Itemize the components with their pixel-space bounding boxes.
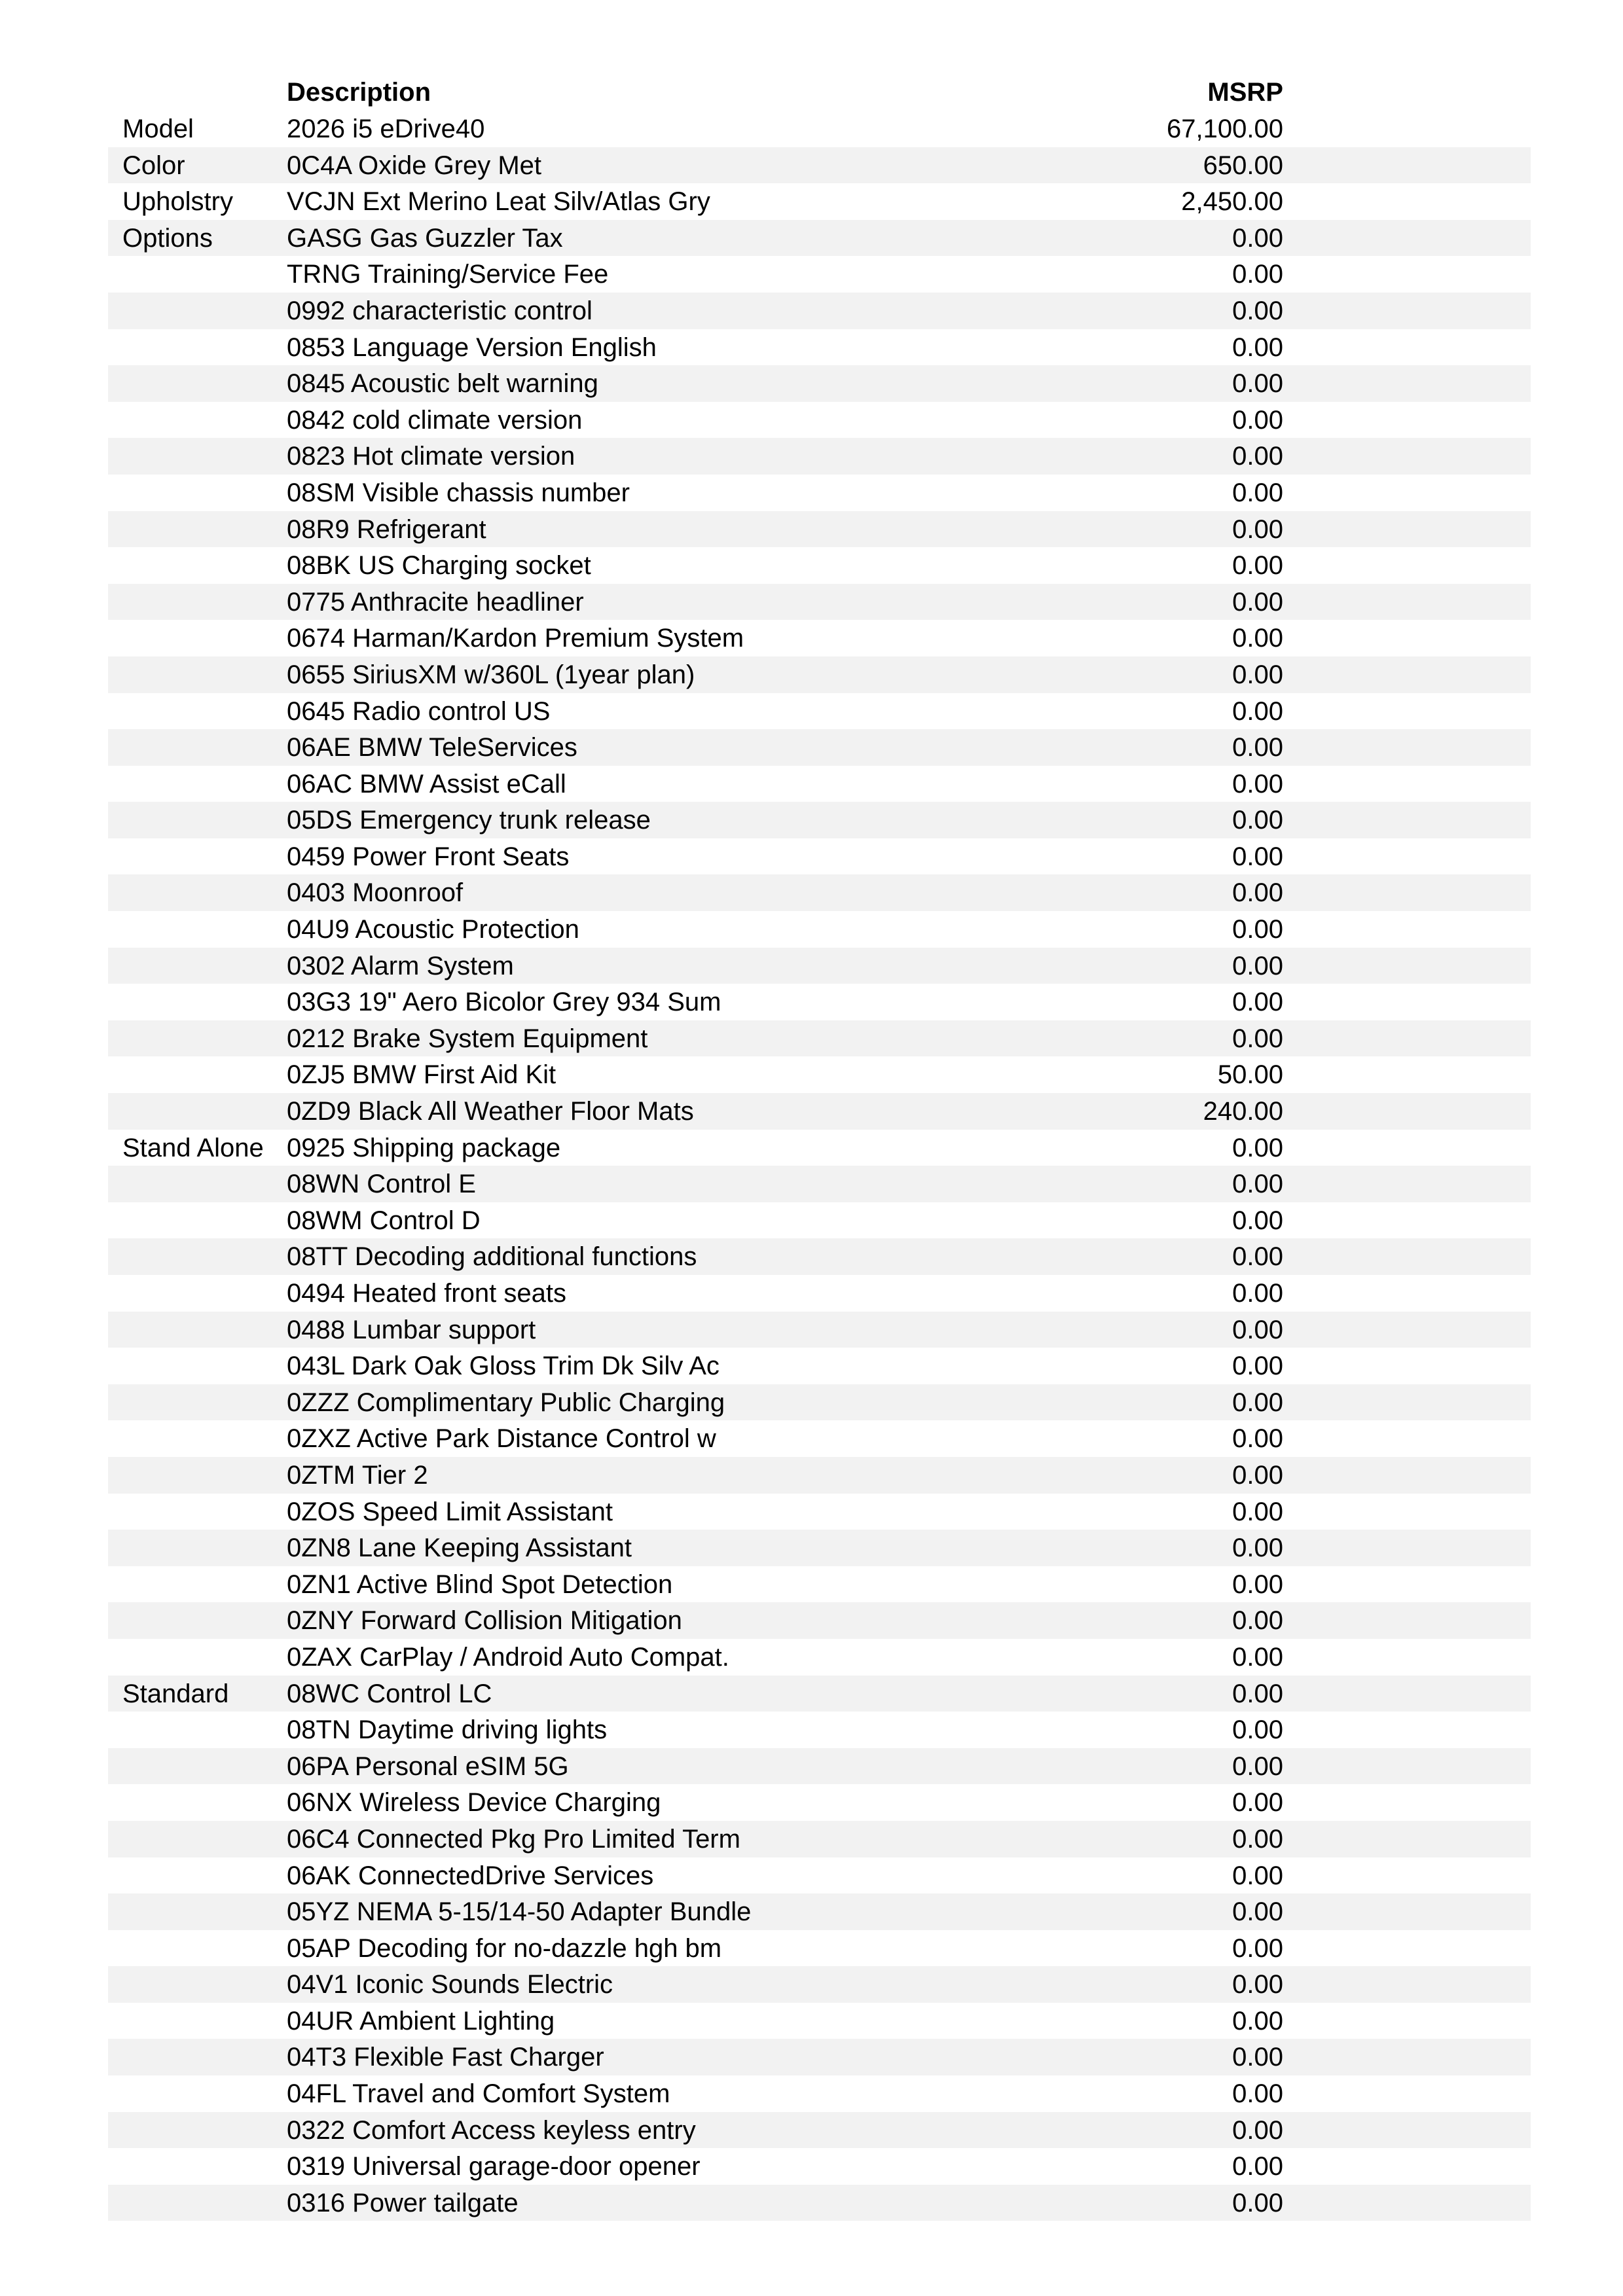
row-msrp: 0.00 bbox=[1232, 1824, 1283, 1854]
table-row bbox=[108, 2003, 1531, 2039]
table-row bbox=[108, 293, 1531, 329]
table-row bbox=[108, 2185, 1531, 2221]
msrp-column-header: MSRP bbox=[1207, 78, 1283, 107]
table-row bbox=[108, 874, 1531, 911]
row-description: 0845 Acoustic belt warning bbox=[287, 369, 598, 399]
row-description: 2026 i5 eDrive40 bbox=[287, 115, 485, 143]
table-row bbox=[108, 656, 1531, 693]
table-row bbox=[108, 111, 1531, 147]
row-msrp: 0.00 bbox=[1232, 1315, 1283, 1344]
table-row bbox=[108, 802, 1531, 838]
row-msrp: 0.00 bbox=[1232, 842, 1283, 871]
row-description: 08R9 Refrigerant bbox=[287, 514, 486, 544]
table-row bbox=[108, 2039, 1531, 2075]
row-description: 06PA Personal eSIM 5G bbox=[287, 1751, 569, 1781]
table-row bbox=[108, 948, 1531, 984]
row-msrp: 0.00 bbox=[1232, 1861, 1283, 1890]
table-row bbox=[108, 1748, 1531, 1785]
row-description: 04FL Travel and Comfort System bbox=[287, 2079, 670, 2109]
row-description: TRNG Training/Service Fee bbox=[287, 260, 609, 289]
table-row bbox=[108, 256, 1531, 293]
row-description: 0853 Language Version English bbox=[287, 332, 657, 362]
table-row bbox=[108, 1494, 1531, 1530]
row-description: VCJN Ext Merino Leat Silv/Atlas Gry bbox=[287, 187, 710, 217]
row-description: 0ZN8 Lane Keeping Assistant bbox=[287, 1534, 632, 1563]
row-description: 08BK US Charging socket bbox=[287, 551, 591, 581]
row-description: 05DS Emergency trunk release bbox=[287, 806, 651, 835]
row-msrp: 0.00 bbox=[1232, 951, 1283, 980]
row-description: 08WN Control E bbox=[287, 1170, 476, 1199]
row-category: Stand Alone bbox=[122, 1133, 264, 1162]
row-description: 0645 Radio control US bbox=[287, 696, 551, 726]
row-msrp: 240.00 bbox=[1203, 1097, 1283, 1126]
row-description: 0ZNY Forward Collision Mitigation bbox=[287, 1606, 682, 1636]
row-description: 0ZTM Tier 2 bbox=[287, 1460, 428, 1490]
row-description: 0655 SiriusXM w/360L (1year plan) bbox=[287, 660, 695, 689]
row-msrp: 0.00 bbox=[1232, 442, 1283, 471]
row-msrp: 0.00 bbox=[1232, 1424, 1283, 1454]
table-row bbox=[108, 2148, 1531, 2185]
table-row bbox=[108, 511, 1531, 548]
row-description: 08WC Control LC bbox=[287, 1679, 492, 1708]
table-row bbox=[108, 220, 1531, 257]
row-msrp: 0.00 bbox=[1232, 1679, 1283, 1708]
row-description: 06NX Wireless Device Charging bbox=[287, 1788, 661, 1818]
table-row bbox=[108, 729, 1531, 766]
table-row bbox=[108, 1712, 1531, 1748]
row-category: Color bbox=[122, 151, 185, 180]
row-description: 0403 Moonroof bbox=[287, 878, 464, 908]
table-row bbox=[108, 1676, 1531, 1712]
table-row bbox=[108, 984, 1531, 1020]
table-row bbox=[108, 183, 1531, 220]
table-row bbox=[108, 365, 1531, 402]
table-row bbox=[108, 1893, 1531, 1930]
table-header bbox=[108, 74, 1531, 111]
table-row bbox=[108, 1530, 1531, 1566]
row-msrp: 0.00 bbox=[1232, 1788, 1283, 1818]
row-description: 04T3 Flexible Fast Charger bbox=[287, 2043, 604, 2072]
row-msrp: 0.00 bbox=[1232, 696, 1283, 726]
row-msrp: 0.00 bbox=[1232, 733, 1283, 762]
table-row bbox=[108, 1602, 1531, 1639]
row-description: 0925 Shipping package bbox=[287, 1133, 561, 1162]
row-description: GASG Gas Guzzler Tax bbox=[287, 223, 563, 253]
row-msrp: 0.00 bbox=[1232, 223, 1283, 253]
row-msrp: 0.00 bbox=[1232, 551, 1283, 581]
row-msrp: 0.00 bbox=[1232, 806, 1283, 835]
table-row bbox=[108, 584, 1531, 620]
table-row bbox=[108, 1566, 1531, 1603]
row-msrp: 0.00 bbox=[1232, 1170, 1283, 1199]
row-description: 0ZN1 Active Blind Spot Detection bbox=[287, 1570, 673, 1599]
row-description: 0842 cold climate version bbox=[287, 405, 583, 435]
row-msrp: 0.00 bbox=[1232, 915, 1283, 944]
row-description: 0ZD9 Black All Weather Floor Mats bbox=[287, 1097, 694, 1126]
row-description: 0ZAX CarPlay / Android Auto Compat. bbox=[287, 1642, 729, 1672]
row-description: 08TN Daytime driving lights bbox=[287, 1715, 608, 1745]
row-description: 0302 Alarm System bbox=[287, 951, 514, 980]
row-description: 0775 Anthracite headliner bbox=[287, 587, 584, 617]
table-row bbox=[108, 1420, 1531, 1457]
table-row bbox=[108, 547, 1531, 584]
row-msrp: 0.00 bbox=[1232, 769, 1283, 798]
row-category: Standard bbox=[122, 1679, 229, 1708]
row-msrp: 0.00 bbox=[1232, 1970, 1283, 2000]
row-msrp: 0.00 bbox=[1232, 660, 1283, 689]
table-row bbox=[108, 1130, 1531, 1166]
row-description: 0ZOS Speed Limit Assistant bbox=[287, 1497, 613, 1526]
row-msrp: 0.00 bbox=[1232, 587, 1283, 617]
row-description: 04U9 Acoustic Protection bbox=[287, 915, 579, 944]
row-description: 043L Dark Oak Gloss Trim Dk Silv Ac bbox=[287, 1352, 720, 1381]
row-msrp: 0.00 bbox=[1232, 1570, 1283, 1599]
table-body bbox=[108, 111, 1531, 2221]
row-msrp: 0.00 bbox=[1232, 1897, 1283, 1927]
table-row bbox=[108, 766, 1531, 802]
row-description: 06AC BMW Assist eCall bbox=[287, 769, 566, 798]
table-row bbox=[108, 1238, 1531, 1275]
row-description: 0488 Lumbar support bbox=[287, 1315, 536, 1344]
table-row bbox=[108, 1639, 1531, 1676]
row-msrp: 0.00 bbox=[1232, 1388, 1283, 1417]
table-row bbox=[108, 693, 1531, 730]
row-description: 0992 characteristic control bbox=[287, 296, 593, 325]
table-row bbox=[108, 1275, 1531, 1312]
table-row bbox=[108, 1930, 1531, 1967]
row-msrp: 0.00 bbox=[1232, 878, 1283, 908]
row-msrp: 50.00 bbox=[1217, 1060, 1283, 1090]
row-description: 0674 Harman/Kardon Premium System bbox=[287, 624, 744, 653]
table-row bbox=[108, 1348, 1531, 1384]
row-msrp: 0.00 bbox=[1232, 2188, 1283, 2217]
table-row bbox=[108, 1056, 1531, 1093]
row-msrp: 0.00 bbox=[1232, 332, 1283, 362]
row-msrp: 0.00 bbox=[1232, 260, 1283, 289]
table-row bbox=[108, 1202, 1531, 1239]
row-description: 0459 Power Front Seats bbox=[287, 842, 570, 871]
row-msrp: 67,100.00 bbox=[1167, 115, 1283, 143]
row-msrp: 0.00 bbox=[1232, 624, 1283, 653]
table-row bbox=[108, 911, 1531, 948]
row-msrp: 650.00 bbox=[1203, 151, 1283, 180]
row-description: 08TT Decoding additional functions bbox=[287, 1242, 697, 1272]
description-column-header: Description bbox=[287, 78, 431, 107]
row-category: Upholstry bbox=[122, 187, 233, 217]
table-row bbox=[108, 838, 1531, 875]
row-msrp: 0.00 bbox=[1232, 1606, 1283, 1636]
table-row bbox=[108, 1821, 1531, 1857]
row-msrp: 0.00 bbox=[1232, 2152, 1283, 2181]
row-category: Options bbox=[122, 223, 213, 253]
row-msrp: 0.00 bbox=[1232, 369, 1283, 399]
row-msrp: 0.00 bbox=[1232, 1133, 1283, 1162]
table-row bbox=[108, 402, 1531, 439]
row-msrp: 0.00 bbox=[1232, 478, 1283, 507]
row-msrp: 0.00 bbox=[1232, 1206, 1283, 1235]
row-msrp: 0.00 bbox=[1232, 1642, 1283, 1672]
row-description: 0319 Universal garage-door opener bbox=[287, 2152, 701, 2181]
row-description: 0322 Comfort Access keyless entry bbox=[287, 2115, 696, 2145]
row-msrp: 0.00 bbox=[1232, 2006, 1283, 2036]
row-category: Model bbox=[122, 115, 194, 143]
row-msrp: 0.00 bbox=[1232, 1460, 1283, 1490]
table-row bbox=[108, 1457, 1531, 1494]
row-description: 0494 Heated front seats bbox=[287, 1279, 566, 1308]
table-row bbox=[108, 329, 1531, 366]
row-description: 04UR Ambient Lighting bbox=[287, 2006, 555, 2036]
row-description: 08SM Visible chassis number bbox=[287, 478, 630, 507]
row-msrp: 0.00 bbox=[1232, 1715, 1283, 1745]
row-description: 08WM Control D bbox=[287, 1206, 481, 1235]
table-row bbox=[108, 1784, 1531, 1821]
row-msrp: 0.00 bbox=[1232, 514, 1283, 544]
row-msrp: 0.00 bbox=[1232, 2043, 1283, 2072]
row-msrp: 0.00 bbox=[1232, 2115, 1283, 2145]
row-msrp: 0.00 bbox=[1232, 1242, 1283, 1272]
row-msrp: 0.00 bbox=[1232, 988, 1283, 1017]
row-msrp: 0.00 bbox=[1232, 2079, 1283, 2109]
table-row bbox=[108, 2075, 1531, 2112]
row-description: 0ZZZ Complimentary Public Charging bbox=[287, 1388, 725, 1417]
row-msrp: 0.00 bbox=[1232, 1279, 1283, 1308]
row-msrp: 0.00 bbox=[1232, 1534, 1283, 1563]
row-description: 0316 Power tailgate bbox=[287, 2188, 519, 2217]
row-description: 05AP Decoding for no-dazzle hgh bm bbox=[287, 1933, 722, 1963]
row-msrp: 0.00 bbox=[1232, 1024, 1283, 1053]
row-msrp: 0.00 bbox=[1232, 1497, 1283, 1526]
row-msrp: 0.00 bbox=[1232, 1751, 1283, 1781]
row-description: 0ZXZ Active Park Distance Control w bbox=[287, 1424, 716, 1454]
row-msrp: 0.00 bbox=[1232, 1933, 1283, 1963]
row-msrp: 0.00 bbox=[1232, 296, 1283, 325]
row-msrp: 0.00 bbox=[1232, 405, 1283, 435]
row-description: 04V1 Iconic Sounds Electric bbox=[287, 1970, 613, 2000]
row-description: 03G3 19" Aero Bicolor Grey 934 Sum bbox=[287, 988, 721, 1017]
table-row bbox=[108, 620, 1531, 656]
table-row bbox=[108, 1166, 1531, 1202]
table-row bbox=[108, 1857, 1531, 1894]
row-msrp: 0.00 bbox=[1232, 1352, 1283, 1381]
table-row bbox=[108, 1384, 1531, 1421]
table-row bbox=[108, 147, 1531, 184]
row-description: 0212 Brake System Equipment bbox=[287, 1024, 648, 1053]
table-row bbox=[108, 475, 1531, 511]
table-row bbox=[108, 2112, 1531, 2149]
row-description: 05YZ NEMA 5-15/14-50 Adapter Bundle bbox=[287, 1897, 752, 1927]
table-row bbox=[108, 1020, 1531, 1057]
table-row bbox=[108, 438, 1531, 475]
row-description: 0C4A Oxide Grey Met bbox=[287, 151, 542, 180]
row-msrp: 2,450.00 bbox=[1181, 187, 1283, 217]
row-description: 06C4 Connected Pkg Pro Limited Term bbox=[287, 1824, 740, 1854]
table-row bbox=[108, 1312, 1531, 1348]
row-description: 0823 Hot climate version bbox=[287, 442, 575, 471]
msrp-table bbox=[108, 74, 1531, 2221]
row-description: 06AK ConnectedDrive Services bbox=[287, 1861, 654, 1890]
row-description: 06AE BMW TeleServices bbox=[287, 733, 577, 762]
row-description: 0ZJ5 BMW First Aid Kit bbox=[287, 1060, 556, 1090]
table-row bbox=[108, 1966, 1531, 2003]
table-row bbox=[108, 1093, 1531, 1130]
